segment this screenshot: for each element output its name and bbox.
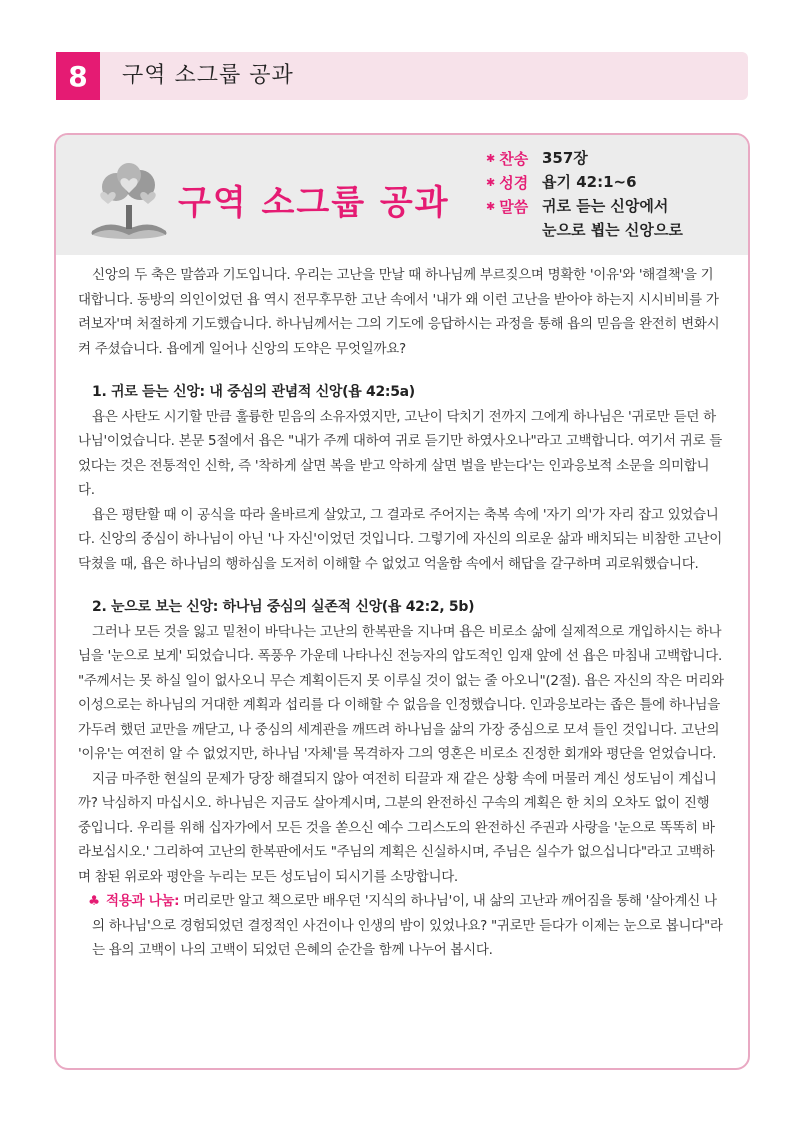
asterisk-icon: ✱ — [486, 200, 496, 213]
lesson-info — [486, 147, 683, 242]
sermon-label: ✱ 말씀 — [486, 198, 529, 216]
asterisk-icon: ✱ — [486, 176, 496, 189]
sermon-row-2 — [486, 219, 683, 242]
sermon-label-empty — [486, 219, 542, 242]
scripture-value: 욥기 42:1~6 — [542, 173, 637, 191]
scripture-row — [486, 171, 683, 195]
application-text: 머리로만 알고 책으로만 배우던 '지식의 하나님'이, 내 삶의 고난과 깨어짐을 통해 '살아계신 나의 하나님'으로 경험되었던 결정적인 사건이나 인생의 밤이 있었나요? "귀로만 듣다가 이제는 눈으로 봅니다"라는 욥의 고백이 나의 고백이 되었던 은혜의 순간을 함께 나누어 봅시다. — [92, 893, 723, 958]
lesson-card — [54, 133, 750, 1070]
hymn-value: 357장 — [542, 149, 588, 167]
chapter-title: 구역 소그룹 공과 — [122, 63, 294, 88]
hymn-label: ✱ 찬송 — [486, 150, 529, 168]
section-1-paragraph-2: 욥은 평탄할 때 이 공식을 따라 올바르게 살았고, 그 결과로 주어지는 축복 속에 '자기 의'가 자리 잡고 있었습니다. 신앙의 중심이 하나님이 아닌 '나 자신'이었던 것입니다. 그렇기에 자신의 의로운 삶과 배치되는 비참한 고난이 닥쳤을 때, 욥은 하나님의 행하심을 도저히 이해할 수 없었고 억울함 속에서 해답을 갈구하며 괴로워했습니다. — [78, 506, 723, 572]
sermon-value-2: 눈으로 뵙는 신앙으로 — [542, 221, 683, 239]
section-2-heading: 2. 눈으로 보는 신앙: 하나님 중심의 실존적 신앙(욥 42:2, 5b) — [92, 599, 475, 615]
section-2-paragraph-1: 그러나 모든 것을 잃고 밑천이 바닥나는 고난의 한복판을 지나며 욥은 비로소 삶에 실제적으로 개입하시는 하나님을 '눈으로 보게' 되었습니다. 폭풍우 가운데 나타나신 전능자의 압도적인 임재 앞에 선 욥은 마침내 고백합니다. "주께서는 못 하실 일이 없사오니 무슨 계획이든지 못 이루실 것이 없는 줄 아오니"(2절). 욥은 자신의 작은 머리와 이성으로는 하나님의 거대한 계획과 섭리를 다 이해할 수 없음을 인정했습니다. 인과응보라는 좁은 틀에 하나님을 가두려 했던 교만을 깨닫고, 나 중심의 세계관을 깨뜨려 하나님을 삶의 가장 중심으로 모셔 들인 것입니다. 고난의 '이유'는 여전히 알 수 없었지만, 하나님 '자체'를 목격하자 그의 영혼은 비로소 진정한 회개와 평단을 얻었습니다. — [78, 623, 724, 762]
tree-book-logo-icon — [84, 159, 174, 243]
lesson-body — [78, 263, 726, 963]
sermon-value: 귀로 듣는 신앙에서 — [542, 197, 669, 215]
application-label: 적용과 나눔: — [106, 893, 180, 909]
section-2-paragraph-2: 지금 마주한 현실의 문제가 당장 해결되지 않아 여전히 티끌과 재 같은 상황 속에 머물러 계신 성도님이 계십니까? 낙심하지 마십시오. 하나님은 지금도 살아계시며, 그분의 완전하신 구속의 계획은 한 치의 오차도 없이 진행 중입니다. 우리를 위해 십자가에서 모든 것을 쏟으신 예수 그리스도의 완전하신 주권과 사랑을 '눈으로 똑똑히 바라보십시오.' 그리하여 고난의 한복판에서도 "주님의 계획은 신실하시며, 주님은 실수가 없으십니다"라고 고백하며 참된 위로와 평안을 누리는 모든 성도님이 되시기를 소망합니다. — [78, 770, 717, 885]
lesson-title: 구역 소그룹 공과 — [178, 183, 450, 223]
chapter-number: 8 — [56, 52, 100, 100]
hymn-row — [486, 147, 683, 171]
section-1-paragraph-1: 욥은 사탄도 시기할 만큼 훌륭한 믿음의 소유자였지만, 고난이 닥치기 전까지 그에게 하나님은 '귀로만 듣던 하나님'이었습니다. 본문 5절에서 욥은 "내가 주께 대하여 귀로 듣기만 하였사오나"라고 고백합니다. 여기서 귀로 들었다는 것은 전통적인 신학, 즉 '착하게 살면 복을 받고 악하게 살면 벌을 받는다'는 인과응보적 소문을 의미합니다. — [78, 408, 722, 498]
section-1-heading: 1. 귀로 듣는 신앙: 내 중심의 관념적 신앙(욥 42:5a) — [92, 384, 415, 400]
club-icon: ♣ — [88, 893, 100, 909]
application-sharing — [78, 889, 726, 963]
asterisk-icon: ✱ — [486, 152, 496, 165]
intro-paragraph: 신앙의 두 축은 말씀과 기도입니다. 우리는 고난을 만날 때 하나님께 부르짖으며 명확한 '이유'와 '해결책'을 기대합니다. 동방의 의인이었던 욥 역시 전무후무한 고난 속에서 '내가 왜 이런 고난을 받아야 하는지 시시비비를 가려보자'며 처절하게 기도했습니다. 하나님께서는 그의 기도에 응답하시는 과정을 통해 욥의 믿음을 완전히 변화시켜 주셨습니다. 욥에게 일어나 신앙의 도약은 무엇일까요? — [78, 267, 720, 357]
sermon-row — [486, 195, 683, 219]
scripture-label: ✱ 성경 — [486, 174, 529, 192]
